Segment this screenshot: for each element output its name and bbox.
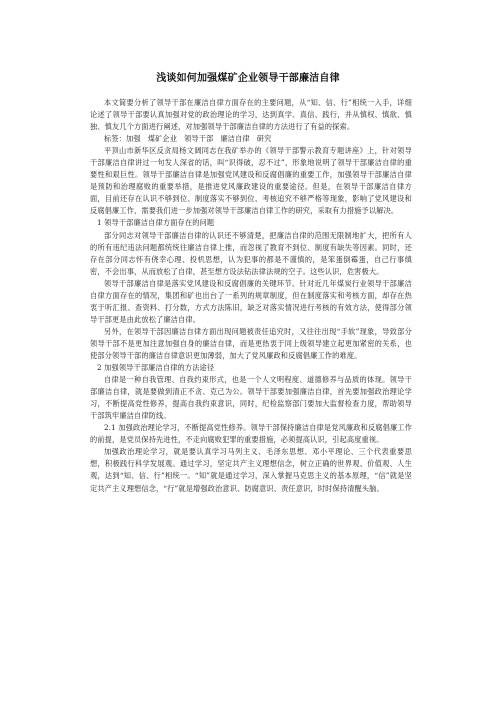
section-heading-1: 1 领导干部廉洁自律方面存在的问题: [97, 218, 215, 228]
keyword-item: 加强: [126, 134, 141, 144]
body-paragraph: 自律是一种自我管理、自我约束形式，也是一个人文明程度、道德修养与品质的体现。领导干部廉洁自律，就是要做到清正不贪、克己为公。领导干部要加强廉洁自律，首先要加强政治理论学习，不断提高党性修养，提高自我约束意识，同时，纪检监察部门要加大监督检查力度，帮助领导干部筑牢廉洁自律防线。: [90, 375, 412, 421]
intro-paragraph: 平顶山市新华区反贪局杨文阔同志在我矿举办的《领导干部警示教育专题讲座》上，针对领导干部廉洁自律讲过一句发人深省的话，叫“识得破，忍不过”，形象地说明了领导干部廉洁自律的重要性和艰巨性。领导干部廉洁自律是加强党风建设和反腐倡廉的重要工作，加强领导干部廉洁自律是预防和治理腐败的重要举措，是推进党风廉政建设的重要途径。但是，在领导干部廉洁自律方面，目前还存在认识不够到位、制度落实不够到位、考核追究不够严格等现象，影响了党风建设和反腐倡廉工作，需要我们进一步加强对领导干部廉洁自律工作的研究，采取有力措施予以解决。: [90, 146, 412, 216]
paper-body: [90, 97, 412, 495]
body-paragraph: 加强政治理论学习，就是要认真学习马列主义、毛泽东思想、邓小平理论、三个代表重要思想，积极践行科学发展观。通过学习，坚定共产主义理想信念，树立正确的世界观、价值观、人生观，达到“知、信、行”相统一。“知”就是通过学习，深入掌握马克思主义的基本原理，“信”就是坚定共产主义理想信念，“行”就是增强政治意识、防腐意识、责任意识，时时保持清醒头脑。: [90, 447, 412, 493]
subsection-paragraph-2-1: 2.1 加强政治理论学习，不断提高党性修养。领导干部保持廉洁自律是党风廉政和反腐倡廉工作的前提，是党员保持先进性，不走向腐败犯罪的重要措施，必须提高认识，引起高度重视。: [90, 423, 412, 445]
body-paragraph: 领导干部廉洁自律是落实党风建设和反腐倡廉的关键环节。针对近几年煤炭行业领导干部廉洁自律方面存在的情况，集团和矿也出台了一系列的规章制度，但在制度落实和考核方面，却存在热衷于听汇报、查资料、打分数，方式方法陈旧，缺乏对落实情况进行考核的有效方法，使得部分领导干部更是由此放松了廉洁自律。: [90, 278, 412, 324]
body-paragraph: 另外，在领导干部因廉洁自律方面出现问题被责任追究时，又往往出现“手软”现象，导致部分领导干部不是更加注意加强自身的廉洁自律，而是更热衷于同上级领导建立起更加紧密的关系，也使部分领导干部的廉洁自律意识更加薄弱，加大了党风廉政和反腐倡廉工作的难度。: [90, 326, 412, 360]
keywords-label: 标签：: [104, 134, 127, 144]
keyword-item: 煤矿企业: [147, 134, 178, 144]
body-paragraph: 部分同志对领导干部廉洁自律的认识还不够清楚，把廉洁自律的范围无限制地扩大，把所有人的所有违纪违法问题都统统往廉洁自律上推，而忽视了教育不到位、制度有缺失等因素。同时，还存在部分同志怀有侥幸心理、投机思想，认为犯事的都是不谨慎的，是笨蛋倒霉蛋，自己行事缜密，不会出事，从而放松了自律，甚至想方设法钻法律法规的空子。这些认识，危害极大。: [90, 230, 412, 276]
keywords-line: [90, 133, 412, 145]
keyword-item: 廉洁自律: [220, 134, 250, 144]
keyword-item: 领导干部: [184, 134, 214, 144]
abstract-paragraph: 本文简要分析了领导干部在廉洁自律方面存在的主要问题，从“知、信、行”相统一入手，详细论述了领导干部要认真加强对党的政治理论的学习，达到真学、真信、践行，并从慎权、慎欲、慎独、慎友几个方面进行阐述，对加强领导干部廉洁自律的方法进行了有益的探索。: [90, 98, 412, 132]
paper-title: 浅谈如何加强煤矿企业领导干部廉洁自律: [156, 73, 340, 84]
keyword-item: 研究: [256, 134, 272, 144]
section-heading-2: 2 加强领导干部廉洁自律的方法途径: [97, 363, 215, 373]
